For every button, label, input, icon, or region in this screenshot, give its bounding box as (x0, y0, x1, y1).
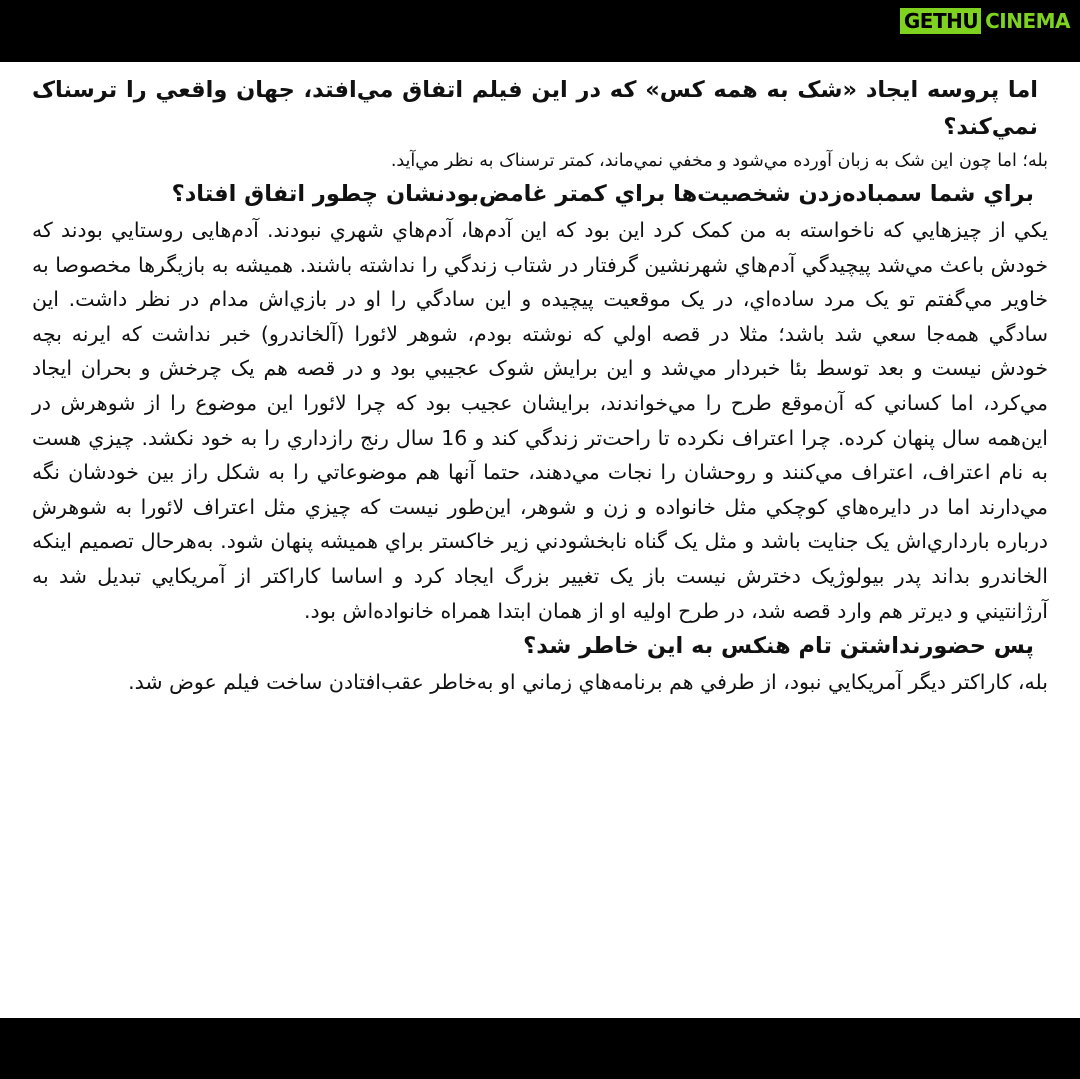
answer-2: يکي از چيزهايي که ناخواسته به من کمک کرد اين بود که اين آدم‌ها، آدم‌هاي شهري نبودند. آدم‌هايی روستايي بودند که خودش باعث مي‌شد پيچيدگي آدم‌هاي شهرنشين گرفتار در شتاب زندگي را نداشته باشند. هميشه به بازيگرها مخصوصا به خاوير مي‌گفتم تو يک مرد ساده‌اي، در يک موقعيت پيچيده و اين سادگي را او در بازي‌اش مدام در نظر داشت. اين سادگي همه‌جا سعي شد باشد؛ مثلا در قصه اولي که نوشته بودم، شوهر لائورا (آلخاندرو) خبر نداشت که ايرنه بچه خودش نيست و بعد توسط بئا خبردار مي‌شد و اين برايش شوک عجيبي بود و در قصه هم يک چرخش و بحران ايجاد مي‌کرد، اما کساني که آن‌موقع طرح را مي‌خواندند، برايشان عجيب بود که چرا لائورا اين موضوع را از شوهرش در اين‌همه سال پنهان کرده. چرا اعتراف نکرده تا راحت‌تر زندگي کند و 16 سال رنج رازداري را به خود نکشد. چيزي هست به نام اعتراف، اعتراف مي‌کنند و روحشان را نجات مي‌دهند، حتما آنها هم موضوعاتي را به شکل راز بين خودشان نگه مي‌دارند اما در دايره‌هاي کوچکي مثل خانواده و زن و شوهر، اين‌طور نيست که چيزي مثل اعتراف لائورا به شوهرش درباره بارداري‌اش يک جنايت باشد و مثل يک گناه نابخشودني زير خاکستر براي هميشه پنهان شود. به‌هرحال تصميم اينکه الخاندرو بداند پدر بيولوژيک دخترش نيست باز يک تغيير بزرگ ايجاد کرد و اساسا کاراکتر از آمريکايي تبديل شد به آرژانتيني و ديرتر هم وارد قصه شد، در طرح اوليه او از همان ابتدا همراه خانواده‌اش بود. (32, 218, 1048, 623)
brand-logo (900, 8, 1072, 34)
bottom-bar (0, 1018, 1080, 1079)
interview-text (32, 72, 1048, 700)
question-3: پس حضورنداشتن تام هنکس به اين خاطر شد؟ (523, 633, 1034, 660)
brand-logo-part-b: CINEMA (981, 8, 1072, 34)
answer-3: بله، کاراکتر ديگر آمريکايي نبود، از طرفي هم برنامه‌هاي زماني او به‌خاطر عقب‌افتادن ساخت فيلم عوض شد. (128, 670, 1048, 695)
top-bar (0, 0, 1080, 62)
article-page (0, 62, 1080, 1018)
question-1: اما پروسه ايجاد «شک به همه کس» که در اين فيلم اتفاق مي‌افتد، جهان واقعي را ترسناک نمي‌کند؟ (32, 77, 1038, 140)
answer-1: بله؛ اما چون اين شک به زبان آورده مي‌شود و مخفي نمي‌ماند، کمتر ترسناک به نظر مي‌آيد. (390, 151, 1048, 171)
question-2: براي شما سمباده‌زدن شخصيت‌ها براي کمتر غامض‌بودنشان چطور اتفاق افتاد؟ (171, 181, 1034, 207)
brand-logo-part-a: GETHU (900, 8, 981, 34)
